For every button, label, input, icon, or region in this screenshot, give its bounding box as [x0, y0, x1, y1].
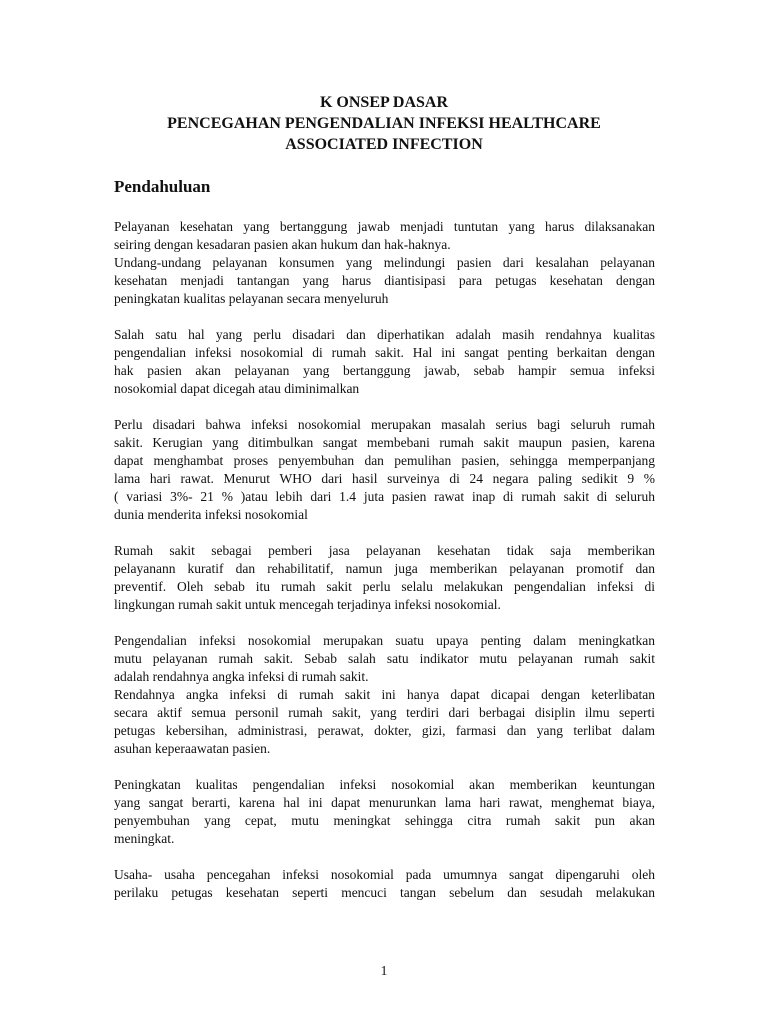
paragraph	[114, 632, 655, 758]
paragraph-line: ( variasi 3%- 21 % )atau lebih dari 1.4 juta pasien rawat inap di rumah sakit di seluruh	[114, 489, 655, 504]
paragraph-line: adalah rendahnya angka infeksi di rumah sakit.	[114, 669, 369, 684]
paragraph-line: lama hari rawat. Menurut WHO dari hasil surveinya di 24 negara paling sedikit 9 %	[114, 471, 655, 486]
document-title	[0, 92, 768, 155]
paragraph-line: pelayanann kuratif dan rehabilitatif, namun juga memberikan pelayanan promotif dan	[114, 561, 655, 576]
paragraph	[114, 542, 655, 614]
title-line-1: K ONSEP DASAR	[319, 94, 449, 111]
paragraph-line: Undang-undang pelayanan konsumen yang melindungi pasien dari kesalahan pelayanan	[114, 255, 655, 270]
paragraph-line: perilaku petugas kesehatan seperti mencuci tangan sebelum dan sesudah melakukan	[114, 885, 655, 900]
paragraph-line: peningkatan kualitas pelayanan secara menyeluruh	[114, 291, 389, 306]
paragraph-line: Usaha- usaha pencegahan infeksi nosokomial pada umumnya sangat dipengaruhi oleh	[114, 867, 655, 882]
paragraph-line: Peningkatan kualitas pengendalian infeksi nosokomial akan memberikan keuntungan	[114, 777, 655, 792]
section-heading: Pendahuluan	[114, 177, 211, 196]
paragraph-line: meningkat.	[114, 831, 175, 846]
paragraph-line: sakit. Kerugian yang ditimbulkan sangat membebani rumah sakit maupun pasien, karena	[114, 435, 655, 450]
paragraph-line: dapat menghambat proses penyembuhan dan pemulihan pasien, sehingga memperpanjang	[114, 453, 655, 468]
paragraph-line: seiring dengan kesadaran pasien akan hukum dan hak-haknya.	[114, 237, 451, 252]
paragraph-line: mutu pelayanan rumah sakit. Sebab salah satu indikator mutu pelayanan rumah sakit	[114, 651, 655, 666]
paragraph-line: Rendahnya angka infeksi di rumah sakit ini hanya dapat dicapai dengan keterlibatan	[114, 687, 655, 702]
paragraph-line: pengendalian infeksi nosokomial di rumah sakit. Hal ini sangat penting berkaitan dengan	[114, 345, 655, 360]
paragraph-line: petugas kebersihan, administrasi, perawat, dokter, gizi, farmasi dan yang terlibat dalam	[114, 723, 655, 738]
page-number: 1	[380, 963, 388, 978]
paragraph	[114, 326, 655, 398]
paragraph-line: kesehatan menjadi tantangan yang harus diantisipasi para petugas kesehatan dengan	[114, 273, 655, 288]
paragraph-line: Pengendalian infeksi nosokomial merupakan suatu upaya penting dalam meningkatkan	[114, 633, 655, 648]
paragraph-line: Rumah sakit sebagai pemberi jasa pelayanan kesehatan tidak saja memberikan	[114, 543, 655, 558]
body-text	[114, 218, 655, 920]
paragraph-line: Salah satu hal yang perlu disadari dan diperhatikan adalah masih rendahnya kualitas	[114, 327, 655, 342]
paragraph-line: penyembuhan yang cepat, mutu meningkat sehingga citra rumah sakit pun akan	[114, 813, 655, 828]
title-line-3: ASSOCIATED INFECTION	[285, 136, 483, 153]
paragraph-line: nosokomial dapat dicegah atau diminimalkan	[114, 381, 360, 396]
paragraph-line: asuhan keperaawatan pasien.	[114, 741, 271, 756]
paragraph-line: preventif. Oleh sebab itu rumah sakit perlu selalu melakukan pengendalian infeksi di	[114, 579, 655, 594]
paragraph-group-1	[114, 218, 655, 308]
paragraph	[114, 866, 655, 902]
paragraph-line: dunia menderita infeksi nosokomial	[114, 507, 308, 522]
title-line-2: PENCEGAHAN PENGENDALIAN INFEKSI HEALTHCARE	[167, 115, 601, 132]
paragraph	[114, 776, 655, 848]
paragraph-line: Pelayanan kesehatan yang bertanggung jawab menjadi tuntutan yang harus dilaksanakan	[114, 219, 655, 234]
paragraph-line: Perlu disadari bahwa infeksi nosokomial merupakan masalah serius bagi seluruh rumah	[114, 417, 655, 432]
paragraph-line: lingkungan rumah sakit untuk mencegah terjadinya infeksi nosokomial.	[114, 597, 501, 612]
paragraph	[114, 416, 655, 524]
paragraph-line: yang sangat berarti, karena hal ini dapat menurunkan lama hari rawat, menghemat biaya,	[114, 795, 655, 810]
paragraph-line: secara aktif semua personil rumah sakit, yang terdiri dari berbagai disiplin ilmu seperti	[114, 705, 655, 720]
paragraph-line: hak pasien akan pelayanan yang bertanggung jawab, sebab hampir semua infeksi	[114, 363, 655, 378]
